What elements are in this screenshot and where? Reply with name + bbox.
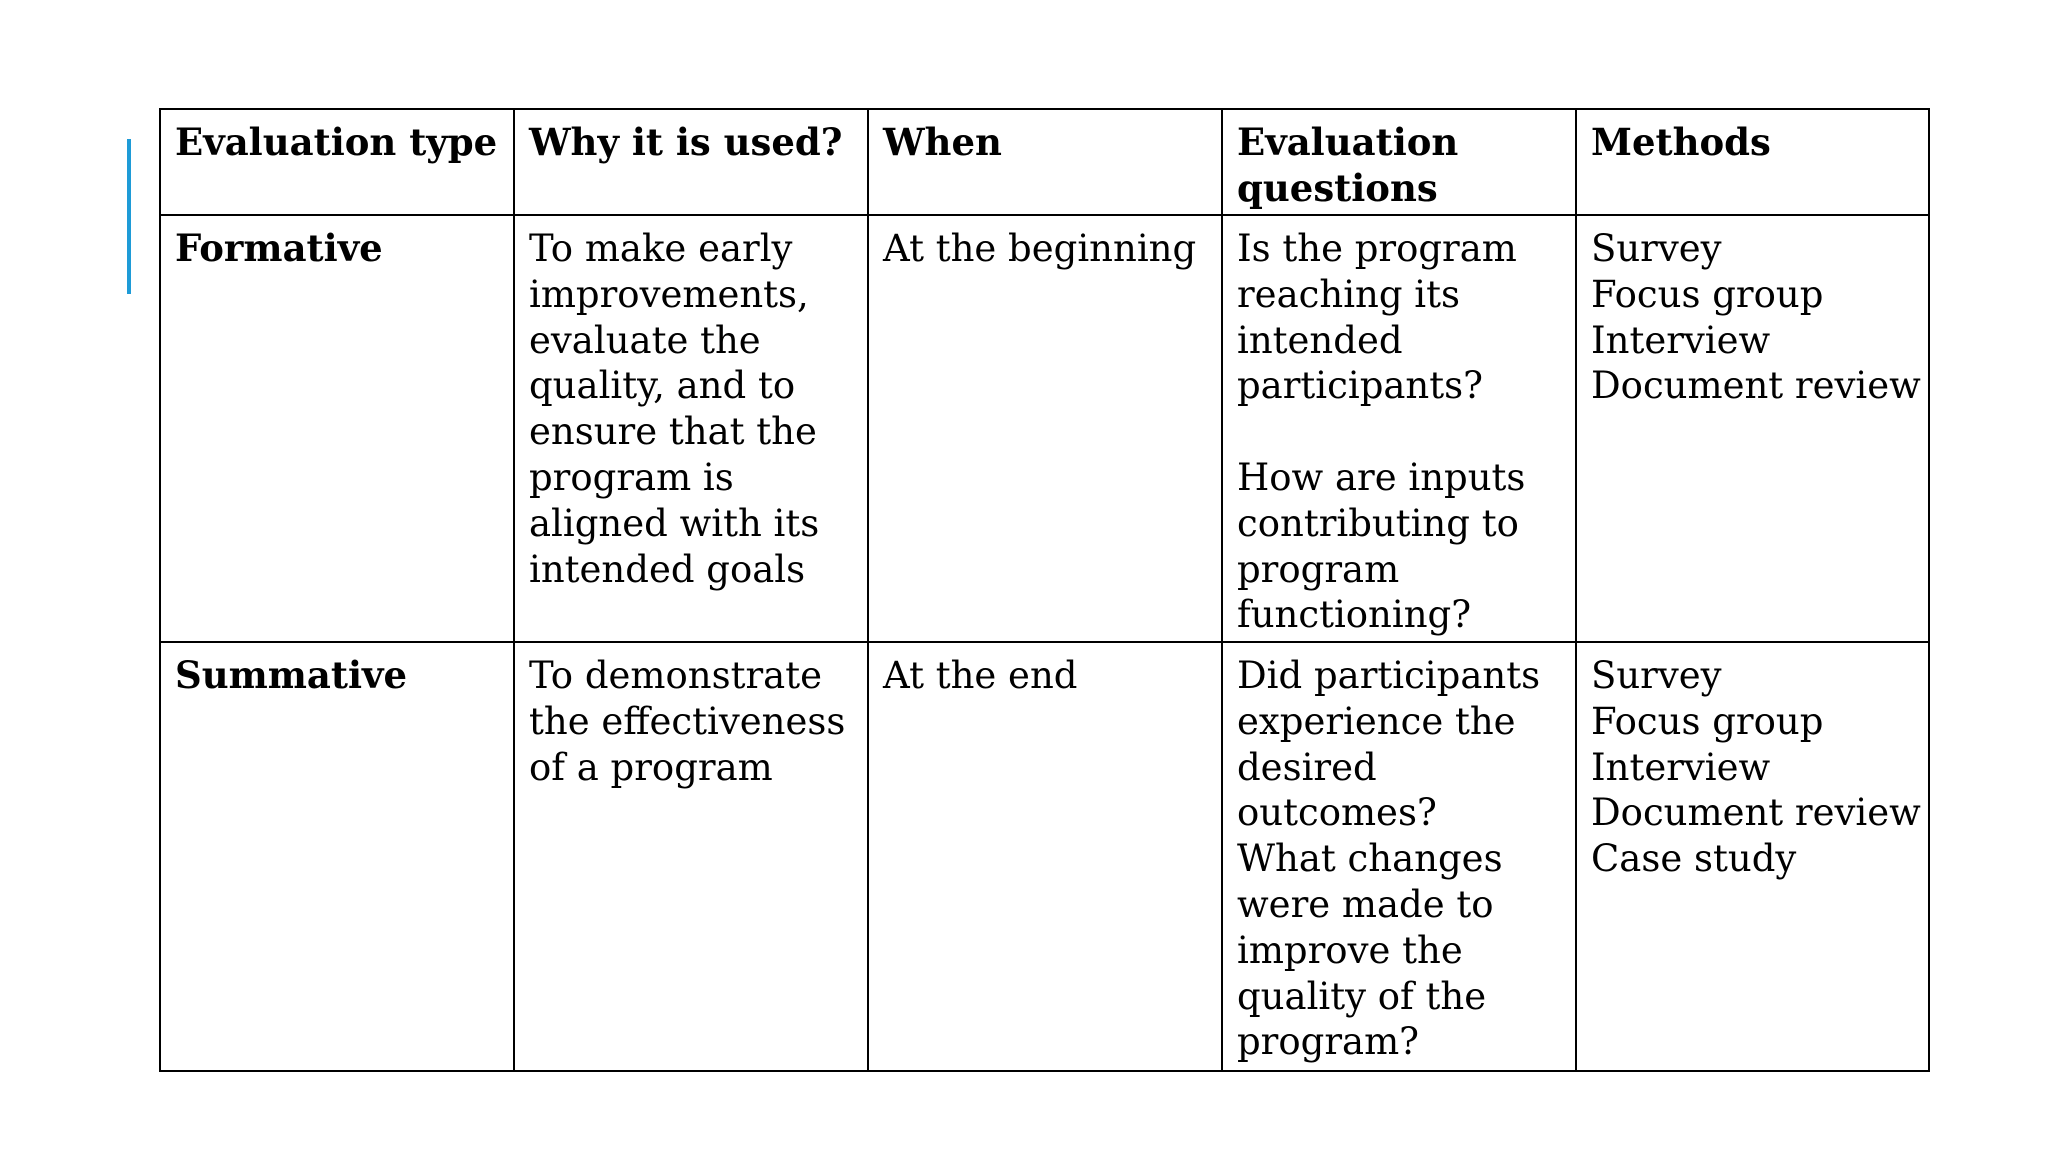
cell-line: program is (529, 455, 734, 499)
cell-line: At the end (883, 654, 1078, 697)
cell-line: program (1237, 547, 1400, 591)
cell-line: ensure that the (529, 410, 817, 454)
cell-line: Interview (1591, 318, 1771, 362)
cell-when-summative (868, 642, 1222, 1071)
cell-line: Is the program (1237, 227, 1517, 270)
cell-line: To make early (529, 227, 793, 270)
cell-why-formative (514, 215, 868, 642)
cell-line: evaluate the (529, 318, 761, 362)
cell-line: functioning? (1237, 593, 1472, 637)
cell-line: Survey (1591, 227, 1722, 270)
cell-line: experience the (1237, 699, 1516, 743)
cell-line: contributing to (1237, 501, 1519, 545)
header-line: When (883, 120, 1002, 164)
table-row-formative (160, 215, 1929, 642)
cell-line: desired (1237, 745, 1377, 789)
cell-line: At the beginning (883, 227, 1197, 270)
cell-line: the effectiveness (529, 699, 846, 743)
cell-line: Focus group (1591, 272, 1824, 316)
table-header-row (160, 109, 1929, 215)
cell-line: intended goals (529, 547, 806, 591)
cell-line: To demonstrate (529, 654, 822, 697)
cell-line: Focus group (1591, 699, 1824, 743)
cell-line: of a program (529, 745, 773, 789)
header-line: Methods (1591, 120, 1771, 164)
cell-type-summative (160, 642, 514, 1071)
cell-line: Did participants (1237, 654, 1541, 697)
cell-line: What changes (1237, 837, 1503, 881)
header-evaluation-questions (1222, 109, 1576, 215)
evaluation-table (159, 108, 1930, 1072)
cell-line: participants? (1237, 364, 1483, 408)
cell-line: reaching its (1237, 272, 1460, 316)
cell-line: quality, and to (529, 364, 796, 408)
cell-line: Survey (1591, 654, 1722, 697)
cell-methods-formative (1576, 215, 1929, 642)
cell-line: aligned with its (529, 501, 820, 545)
header-line: Evaluation type (175, 120, 498, 164)
cell-line: intended (1237, 318, 1403, 362)
cell-line: Document review (1591, 791, 1921, 835)
header-when (868, 109, 1222, 215)
cell-line: improvements, (529, 272, 809, 316)
cell-line: Interview (1591, 745, 1771, 789)
header-methods (1576, 109, 1929, 215)
paragraph-gap (1237, 409, 1561, 455)
header-line: Evaluation (1237, 120, 1459, 164)
cell-line: program? (1237, 1020, 1420, 1064)
cell-line: Case study (1591, 837, 1797, 881)
cell-line: quality of the (1237, 974, 1487, 1018)
accent-bar (127, 139, 131, 294)
cell-type-formative (160, 215, 514, 642)
cell-line: How are inputs (1237, 455, 1526, 499)
cell-questions-formative (1222, 215, 1576, 642)
table-row-summative (160, 642, 1929, 1071)
cell-line: Summative (175, 653, 408, 697)
header-why-used (514, 109, 868, 215)
header-line: questions (1237, 165, 1438, 210)
cell-line: Document review (1591, 364, 1921, 408)
cell-line: Formative (175, 226, 383, 270)
header-evaluation-type (160, 109, 514, 215)
cell-why-summative (514, 642, 868, 1071)
cell-methods-summative (1576, 642, 1929, 1071)
cell-questions-summative (1222, 642, 1576, 1071)
header-line: Why it is used? (529, 120, 843, 164)
cell-line: outcomes? (1237, 791, 1437, 835)
cell-line: were made to (1237, 882, 1494, 926)
cell-when-formative (868, 215, 1222, 642)
cell-line: improve the (1237, 928, 1463, 972)
